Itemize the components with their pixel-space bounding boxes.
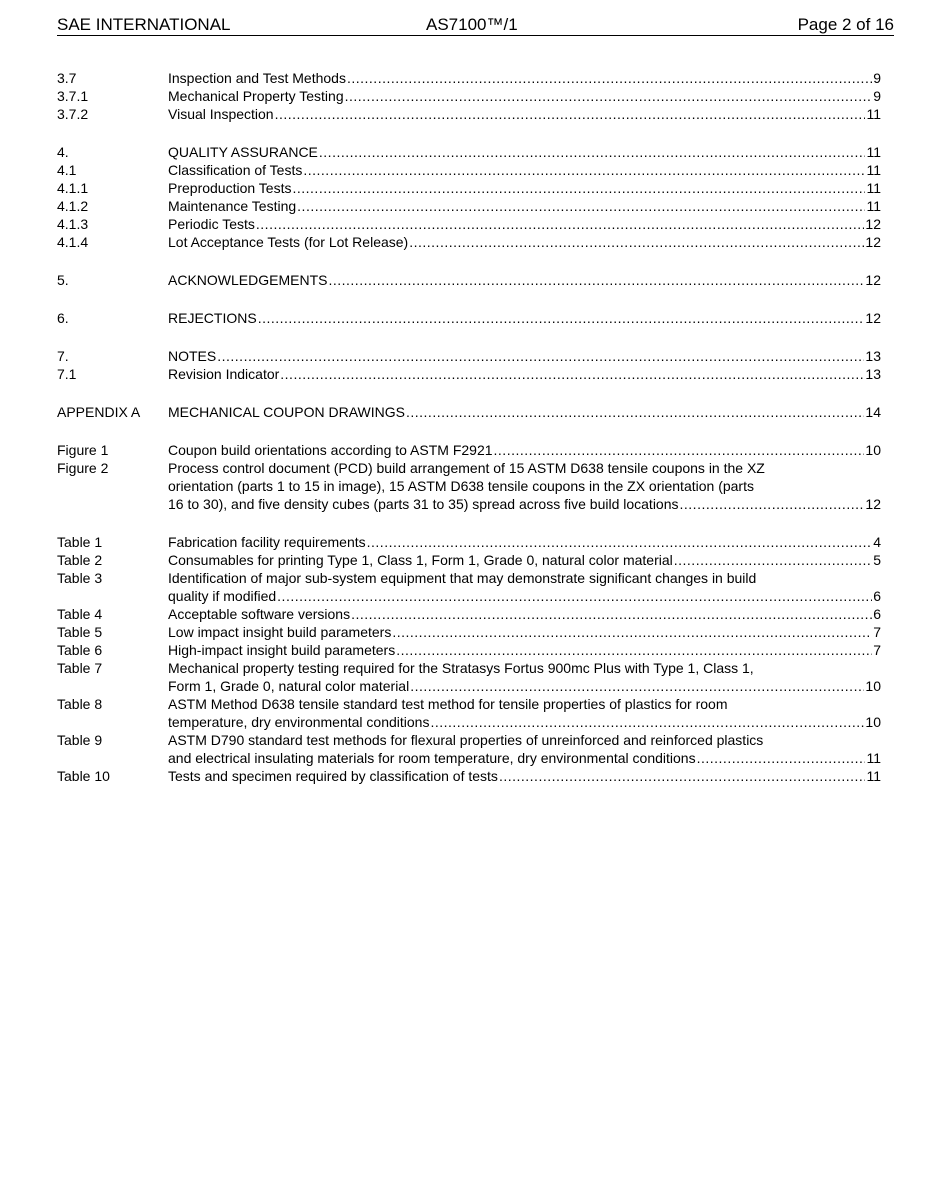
toc-entry-title[interactable]: High-impact insight build parameters: [168, 642, 396, 658]
toc-entry-title[interactable]: Mechanical Property Testing: [168, 88, 344, 104]
toc-entry-title[interactable]: NOTES: [168, 348, 217, 364]
toc-entry-body: [168, 533, 881, 551]
toc-entry-page[interactable]: 6: [873, 606, 881, 622]
toc-entry-title-row: [168, 605, 881, 623]
toc-entry-body: [168, 87, 881, 105]
toc-entry[interactable]: [57, 569, 881, 605]
toc-entry-number: 6.: [57, 310, 69, 326]
toc-entry[interactable]: [57, 441, 881, 459]
dot-leader: [345, 87, 873, 105]
toc-entry[interactable]: [57, 659, 881, 695]
toc-entry[interactable]: [57, 767, 881, 785]
header-doc-number: AS7100™/1: [426, 15, 518, 34]
group-spacer: [57, 123, 881, 143]
dot-leader: [280, 365, 864, 383]
toc-entry-page[interactable]: 6: [873, 588, 881, 604]
toc-entry-number: Table 10: [57, 768, 110, 784]
toc-entry-body: [168, 233, 881, 251]
group-spacer: [57, 421, 881, 441]
toc-entry-body: [168, 365, 881, 383]
toc-entry-title[interactable]: temperature, dry environmental conditions: [168, 714, 430, 730]
dot-leader: [319, 143, 866, 161]
toc-entry[interactable]: [57, 533, 881, 551]
toc-entry-title-row: [168, 215, 881, 233]
toc-entry-title-line: Identification of major sub-system equipment that may demonstrate significant changes in build: [168, 570, 757, 586]
toc-entry-title[interactable]: Periodic Tests: [168, 216, 255, 232]
toc-entry-body: [168, 659, 881, 695]
toc-entry-number: Table 4: [57, 606, 103, 622]
toc-entry-number: Table 3: [57, 570, 103, 586]
toc-entry-title[interactable]: Form 1, Grade 0, natural color material: [168, 678, 410, 694]
toc-entry-page[interactable]: 14: [865, 404, 881, 420]
toc-entry-number: Table 5: [57, 624, 103, 640]
toc-entry[interactable]: [57, 641, 881, 659]
toc-entry-page[interactable]: 12: [865, 234, 881, 250]
toc-entry-number: Table 2: [57, 552, 103, 568]
toc-entry-title[interactable]: Low impact insight build parameters: [168, 624, 392, 640]
group-spacer: [57, 289, 881, 309]
toc-entry-body: [168, 69, 881, 87]
toc-entry-title-row: [168, 105, 881, 123]
toc-entry[interactable]: [57, 197, 881, 215]
toc-entry-title[interactable]: Acceptable software versions: [168, 606, 351, 622]
toc-entry-body: [168, 569, 881, 605]
toc-entry-title[interactable]: Revision Indicator: [168, 366, 280, 382]
toc-entry-title[interactable]: 16 to 30), and five density cubes (parts 31 to 35) spread across five build locations: [168, 496, 679, 512]
toc-entry-number: 4.1.2: [57, 198, 89, 214]
toc-entry-number: 4.1.4: [57, 234, 89, 250]
toc-entry[interactable]: [57, 605, 881, 623]
toc-entry-body: [168, 767, 881, 785]
toc-entry-number: 3.7: [57, 70, 77, 86]
toc-entry-title-line: ASTM D790 standard test methods for flexural properties of unreinforced and reinforced plastics: [168, 732, 764, 748]
toc-entry-title[interactable]: Visual Inspection: [168, 106, 274, 122]
toc-entry-title-row: [168, 69, 881, 87]
toc-entry-page[interactable]: 11: [866, 750, 881, 766]
toc-entry-title-row: [168, 641, 881, 659]
group-spacer: [57, 513, 881, 533]
group-spacer: [57, 251, 881, 271]
toc-entry-number: 4.1: [57, 162, 77, 178]
toc-entry-page[interactable]: 11: [866, 180, 881, 196]
toc-entry-number: 3.7.1: [57, 88, 89, 104]
toc-entry-title[interactable]: Consumables for printing Type 1, Class 1, Form 1, Grade 0, natural color material: [168, 552, 673, 568]
toc-entry[interactable]: [57, 271, 881, 289]
toc-entry-page[interactable]: 10: [865, 678, 881, 694]
toc-entry-page[interactable]: 9: [873, 70, 881, 86]
toc-entry-body: [168, 459, 881, 513]
toc-entry-number: Table 9: [57, 732, 103, 748]
dot-leader: [328, 271, 864, 289]
toc-entry-body: [168, 161, 881, 179]
toc-entry-number: Table 7: [57, 660, 103, 676]
toc-entry-title-line: Process control document (PCD) build arrangement of 15 ASTM D638 tensile coupons in the XZ: [168, 460, 765, 476]
dot-leader: [256, 215, 865, 233]
toc-entry-body: [168, 641, 881, 659]
toc-entry-number: 7.1: [57, 366, 77, 382]
toc-entry-number: Table 1: [57, 534, 103, 550]
toc-entry-title-row: [168, 233, 881, 251]
toc-entry-body: [168, 347, 881, 365]
toc-entry[interactable]: [57, 459, 881, 513]
toc-entry-title-row: [168, 309, 881, 327]
toc-entry-page[interactable]: 11: [866, 198, 881, 214]
toc-entry-title-line: orientation (parts 1 to 15 in image), 15 ASTM D638 tensile coupons in the ZX orientation (parts: [168, 478, 754, 494]
toc-entry-page[interactable]: 12: [865, 216, 881, 232]
dot-leader: [680, 495, 865, 513]
dot-leader: [367, 533, 873, 551]
toc-entry[interactable]: [57, 143, 881, 161]
toc-entry-title-row: [168, 143, 881, 161]
toc-entry-page[interactable]: 11: [866, 768, 881, 784]
toc-entry-title-row: [168, 365, 881, 383]
toc-entry-page[interactable]: 7: [873, 624, 881, 640]
toc-entry-title[interactable]: MECHANICAL COUPON DRAWINGS: [168, 404, 405, 420]
toc-entry[interactable]: [57, 347, 881, 365]
dot-leader: [303, 161, 865, 179]
toc-entry-page[interactable]: 10: [865, 714, 881, 730]
toc-entry-title[interactable]: ACKNOWLEDGEMENTS: [168, 272, 328, 288]
toc-entry-body: [168, 441, 881, 459]
toc-entry-body: [168, 403, 881, 421]
toc-entry[interactable]: [57, 87, 881, 105]
toc-entry[interactable]: [57, 365, 881, 383]
toc-entry-title-row: [168, 749, 881, 767]
toc-entry-title[interactable]: Fabrication facility requirements: [168, 534, 366, 550]
toc-entry-title[interactable]: REJECTIONS: [168, 310, 257, 326]
toc-entry-title-row: [168, 161, 881, 179]
dot-leader: [396, 641, 872, 659]
toc-entry-title[interactable]: quality if modified: [168, 588, 277, 604]
toc-entry[interactable]: [57, 215, 881, 233]
toc-entry-title-row: [168, 551, 881, 569]
toc-entry-number: 3.7.2: [57, 106, 89, 122]
toc-entry-number: 5.: [57, 272, 69, 288]
toc-entry-title-line: Mechanical property testing required for the Stratasys Fortus 900mc Plus with Type 1, Class 1,: [168, 660, 754, 676]
toc-entry-title[interactable]: Maintenance Testing: [168, 198, 297, 214]
dot-leader: [410, 677, 864, 695]
dot-leader: [258, 309, 865, 327]
toc-entry[interactable]: [57, 695, 881, 731]
toc-entry-page[interactable]: 12: [865, 310, 881, 326]
toc-entry-title-row: [168, 441, 881, 459]
toc-entry-number: Table 6: [57, 642, 103, 658]
toc-entry-number: Table 8: [57, 696, 103, 712]
toc-entry-page[interactable]: 11: [866, 144, 881, 160]
dot-leader: [494, 441, 865, 459]
dot-leader: [277, 587, 872, 605]
toc-entry[interactable]: [57, 403, 881, 421]
toc-entry-page[interactable]: 13: [865, 366, 881, 382]
dot-leader: [275, 105, 866, 123]
toc-entry-number: APPENDIX A: [57, 404, 141, 420]
toc-entry-title[interactable]: Inspection and Test Methods: [168, 70, 346, 86]
toc-entry-title-row: [168, 197, 881, 215]
toc-entry-body: [168, 551, 881, 569]
toc-entry-title-row: [168, 347, 881, 365]
dot-leader: [392, 623, 872, 641]
toc-entry-title[interactable]: Classification of Tests: [168, 162, 303, 178]
toc-entry-number: 7.: [57, 348, 69, 364]
toc-entry-title-row: [168, 495, 881, 513]
toc-entry-number: 4.1.1: [57, 180, 89, 196]
dot-leader: [674, 551, 872, 569]
toc-entry-number: 4.: [57, 144, 69, 160]
toc-entry-title-line: ASTM Method D638 tensile standard test method for tensile properties of plastics for room: [168, 696, 728, 712]
dot-leader: [430, 713, 864, 731]
toc-entry[interactable]: [57, 309, 881, 327]
page-header: [57, 15, 894, 36]
toc-entry[interactable]: [57, 105, 881, 123]
dot-leader: [297, 197, 865, 215]
toc-entry-body: [168, 623, 881, 641]
toc-entry-number: Figure 1: [57, 442, 109, 458]
dot-leader: [351, 605, 872, 623]
toc-entry-body: [168, 197, 881, 215]
toc-entry[interactable]: [57, 161, 881, 179]
toc-entry[interactable]: [57, 623, 881, 641]
toc-entry-body: [168, 179, 881, 197]
toc-entry-page[interactable]: 13: [865, 348, 881, 364]
toc-entry-body: [168, 271, 881, 289]
toc-entry-title[interactable]: Preproduction Tests: [168, 180, 292, 196]
header-org: SAE INTERNATIONAL: [57, 15, 231, 34]
toc-entry[interactable]: [57, 551, 881, 569]
toc-entry-title-row: [168, 271, 881, 289]
toc-entry-page[interactable]: 9: [873, 88, 881, 104]
toc-entry-page[interactable]: 4: [873, 534, 881, 550]
dot-leader: [347, 69, 872, 87]
toc-entry-page[interactable]: 11: [866, 162, 881, 178]
toc-entry-title-row: [168, 87, 881, 105]
toc-entry-title-row: [168, 623, 881, 641]
toc-entry-page[interactable]: 7: [873, 642, 881, 658]
toc-entry-page[interactable]: 11: [866, 106, 881, 122]
toc-entry-number: Figure 2: [57, 460, 109, 476]
toc-entry-body: [168, 731, 881, 767]
toc-entry-title[interactable]: Tests and specimen required by classification of tests: [168, 768, 498, 784]
toc-entry[interactable]: [57, 233, 881, 251]
toc-entry-title[interactable]: Lot Acceptance Tests (for Lot Release): [168, 234, 409, 250]
toc-entry[interactable]: [57, 731, 881, 767]
dot-leader: [217, 347, 864, 365]
toc-entry-body: [168, 605, 881, 623]
dot-leader: [406, 403, 864, 421]
toc-entry[interactable]: [57, 179, 881, 197]
toc-entry-title-row: [168, 677, 881, 695]
toc-entry-title-row: [168, 179, 881, 197]
toc-entry-title-row: [168, 767, 881, 785]
toc-entry-number: 4.1.3: [57, 216, 89, 232]
dot-leader: [292, 179, 865, 197]
group-spacer: [57, 327, 881, 347]
header-page-number: Page 2 of 16: [797, 15, 894, 34]
toc-entry-page[interactable]: 12: [865, 272, 881, 288]
dot-leader: [697, 749, 866, 767]
toc-entry-title[interactable]: QUALITY ASSURANCE: [168, 144, 318, 160]
toc-entry-page[interactable]: 5: [873, 552, 881, 568]
toc-entry-title[interactable]: and electrical insulating materials for room temperature, dry environmental conditions: [168, 750, 696, 766]
toc-entry-body: [168, 105, 881, 123]
toc-entry-title-row: [168, 403, 881, 421]
dot-leader: [409, 233, 864, 251]
toc-entry[interactable]: [57, 69, 881, 87]
group-spacer: [57, 383, 881, 403]
toc-entry-body: [168, 143, 881, 161]
toc-entry-title-row: [168, 713, 881, 731]
toc-entry-title[interactable]: Coupon build orientations according to ASTM F2921: [168, 442, 493, 458]
toc-entry-title-row: [168, 533, 881, 551]
toc-entry-body: [168, 215, 881, 233]
dot-leader: [499, 767, 866, 785]
toc-entry-body: [168, 309, 881, 327]
table-of-contents: [57, 69, 881, 785]
toc-entry-page[interactable]: 12: [865, 496, 881, 512]
toc-entry-title-row: [168, 587, 881, 605]
toc-entry-body: [168, 695, 881, 731]
toc-entry-page[interactable]: 10: [865, 442, 881, 458]
